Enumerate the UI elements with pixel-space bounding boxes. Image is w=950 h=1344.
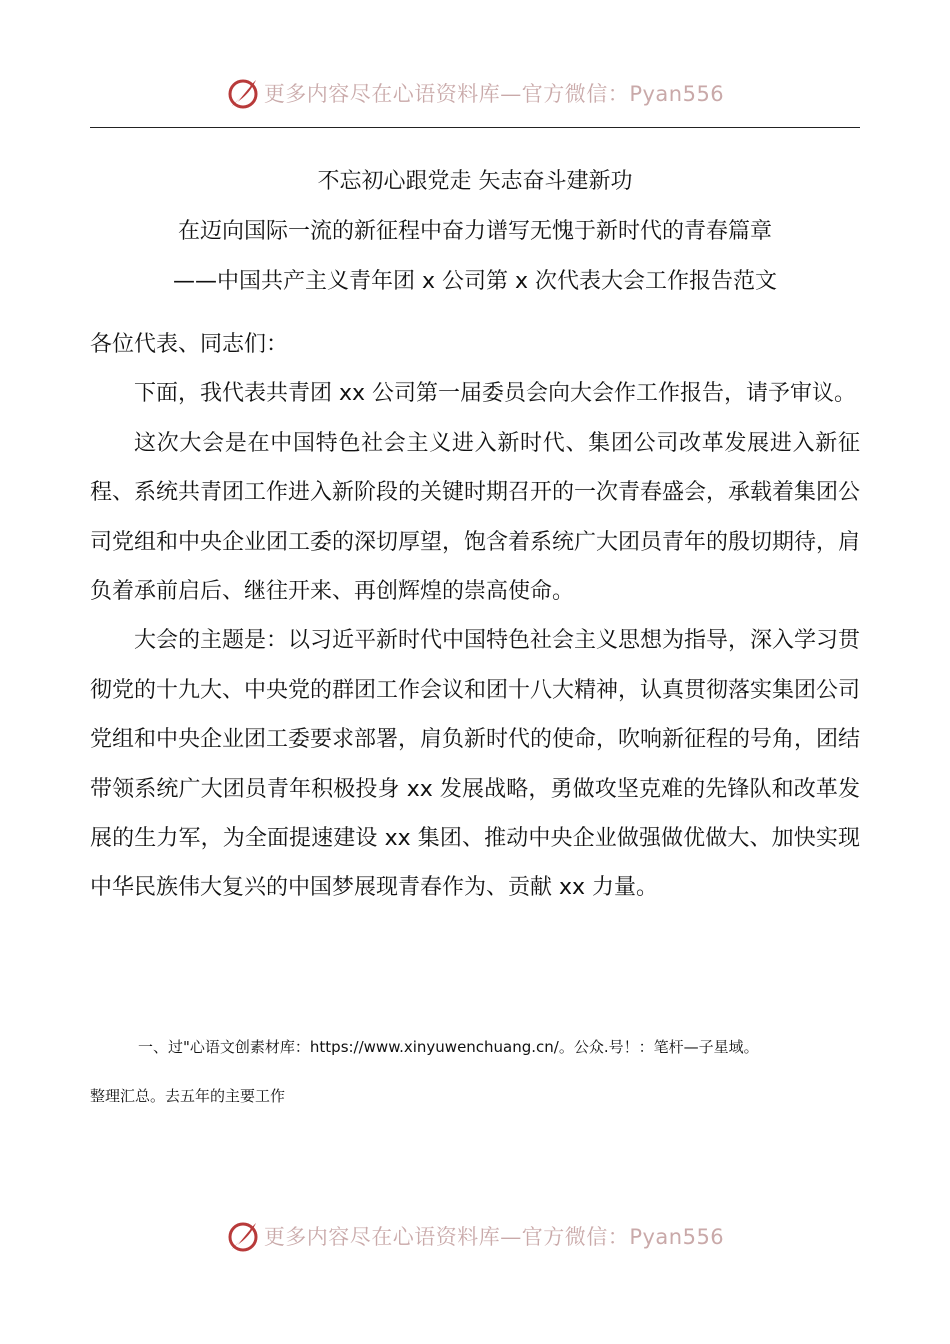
document-body	[90, 320, 860, 913]
salutation: 各位代表、同志们：	[90, 332, 289, 357]
watermark-handle: Pyan556	[629, 1225, 725, 1249]
document-subtitle: 在迈向国际一流的新征程中奋力谱写无愧于新时代的青春篇章	[177, 219, 772, 244]
watermark-handle: Pyan556	[629, 82, 725, 106]
paragraph-intro: 下面，我代表共青团 xx 公司第一届委员会向大会作工作报告，请予审议。	[134, 381, 857, 407]
document-title: 不忘初心跟党走 矢志奋斗建新功	[317, 169, 633, 194]
feather-quill-circle-icon	[226, 1219, 260, 1253]
footnote-line-2: 整理汇总。去五年的主要工作	[90, 1087, 286, 1105]
watermark-text: 更多内容尽在心语资料库—官方微信：	[263, 1225, 630, 1249]
watermark-text: 更多内容尽在心语资料库—官方微信：	[263, 82, 630, 106]
paragraph-theme: 大会的主题是：以习近平新时代中国特色社会主义思想为指导，深入学习贯彻党的十九大、中央党的群团工作会议和团十八大精神，认真贯彻落实集团公司党组和中央企业团工委要求部署，肩负新时代的使命，吹响新征程的号角，团结带领系统广大团员青年积极投身 xx 发展战略，勇做攻坚克难的先锋队和改革发展的生力军，为全面提速建设 xx 集团、推动中央企业做强做优做大、加快实现中华民族伟大复兴的中国梦展现青春作为、贡献 xx 力量。	[90, 628, 861, 901]
feather-quill-circle-icon	[226, 76, 260, 110]
document-subtitle-2: ——中国共产主义青年团 x 公司第 x 次代表大会工作报告范文	[172, 269, 777, 294]
header-divider	[90, 127, 860, 128]
footer-watermark	[0, 1216, 950, 1256]
section-heading-note	[90, 1023, 865, 1121]
paragraph-context: 这次大会是在中国特色社会主义进入新时代、集团公司改革发展进入新征程、系统共青团工作进入新阶段的关键时期召开的一次青春盛会，承载着集团公司党组和中央企业团工委的深切厚望，饱含着系统广大团员青年的殷切期待，肩负着承前启后、继往开来、再创辉煌的崇高使命。	[90, 430, 861, 605]
header-watermark	[0, 73, 950, 113]
footnote-line-1: 一、过"心语文创素材库：https://www.xinyuwenchuang.cn/。公众.号！：笔杆—子星域。	[138, 1038, 759, 1056]
